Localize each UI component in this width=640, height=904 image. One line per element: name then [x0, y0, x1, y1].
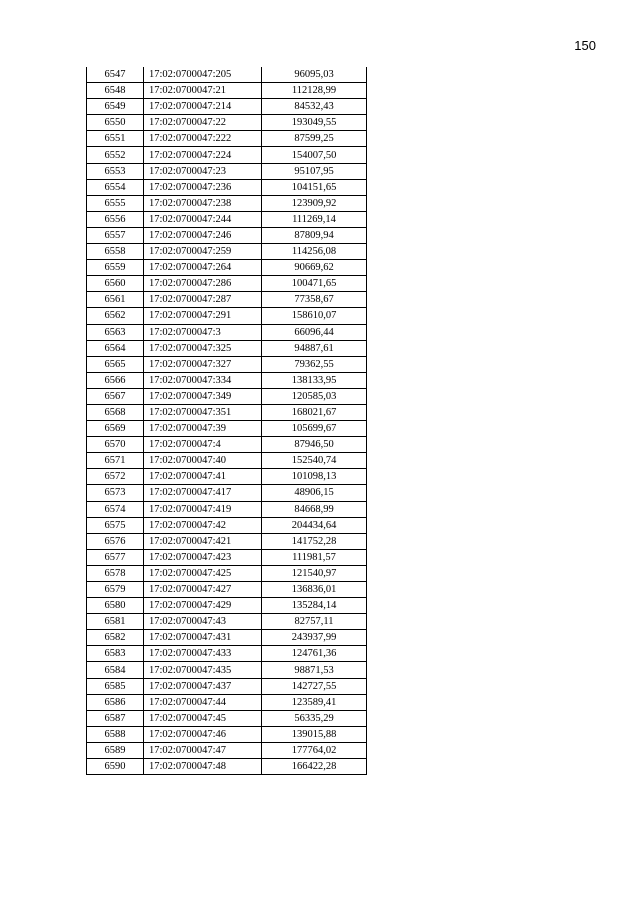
row-number-cell: 6554 [87, 179, 144, 195]
cadastral-number-cell: 17:02:0700047:23 [144, 163, 262, 179]
value-cell: 166422,28 [262, 759, 367, 775]
value-cell: 87809,94 [262, 227, 367, 243]
table-row [87, 678, 367, 694]
table-row [87, 179, 367, 195]
table-body [87, 67, 367, 775]
row-number-cell: 6552 [87, 147, 144, 163]
cadastral-number-cell: 17:02:0700047:327 [144, 356, 262, 372]
row-number-cell: 6571 [87, 453, 144, 469]
cadastral-number-cell: 17:02:0700047:22 [144, 115, 262, 131]
value-cell: 138133,95 [262, 372, 367, 388]
row-number-cell: 6583 [87, 646, 144, 662]
cadastral-number-cell: 17:02:0700047:246 [144, 227, 262, 243]
table-row [87, 501, 367, 517]
table-row [87, 292, 367, 308]
value-cell: 123589,41 [262, 694, 367, 710]
value-cell: 87599,25 [262, 131, 367, 147]
row-number-cell: 6568 [87, 404, 144, 420]
cadastral-number-cell: 17:02:0700047:437 [144, 678, 262, 694]
cadastral-number-cell: 17:02:0700047:244 [144, 211, 262, 227]
cadastral-number-cell: 17:02:0700047:3 [144, 324, 262, 340]
value-cell: 177764,02 [262, 742, 367, 758]
value-cell: 124761,36 [262, 646, 367, 662]
value-cell: 152540,74 [262, 453, 367, 469]
table-row [87, 211, 367, 227]
cadastral-number-cell: 17:02:0700047:46 [144, 726, 262, 742]
page-number: 150 [574, 38, 596, 53]
cadastral-number-cell: 17:02:0700047:291 [144, 308, 262, 324]
cadastral-number-cell: 17:02:0700047:433 [144, 646, 262, 662]
cadastral-number-cell: 17:02:0700047:435 [144, 662, 262, 678]
table-row [87, 614, 367, 630]
cadastral-number-cell: 17:02:0700047:259 [144, 244, 262, 260]
table-row [87, 83, 367, 99]
table-row [87, 469, 367, 485]
table-row [87, 115, 367, 131]
cadastral-number-cell: 17:02:0700047:214 [144, 99, 262, 115]
row-number-cell: 6586 [87, 694, 144, 710]
row-number-cell: 6555 [87, 195, 144, 211]
cadastral-number-cell: 17:02:0700047:41 [144, 469, 262, 485]
cadastral-number-cell: 17:02:0700047:43 [144, 614, 262, 630]
table-row [87, 163, 367, 179]
row-number-cell: 6560 [87, 276, 144, 292]
cadastral-number-cell: 17:02:0700047:222 [144, 131, 262, 147]
table-row [87, 227, 367, 243]
cadastral-number-cell: 17:02:0700047:40 [144, 453, 262, 469]
row-number-cell: 6550 [87, 115, 144, 131]
row-number-cell: 6577 [87, 549, 144, 565]
value-cell: 139015,88 [262, 726, 367, 742]
value-cell: 142727,55 [262, 678, 367, 694]
cadastral-number-cell: 17:02:0700047:429 [144, 598, 262, 614]
table-row [87, 67, 367, 83]
row-number-cell: 6580 [87, 598, 144, 614]
row-number-cell: 6557 [87, 227, 144, 243]
table-row [87, 726, 367, 742]
row-number-cell: 6582 [87, 630, 144, 646]
row-number-cell: 6562 [87, 308, 144, 324]
cadastral-number-cell: 17:02:0700047:21 [144, 83, 262, 99]
value-cell: 56335,29 [262, 710, 367, 726]
value-cell: 87946,50 [262, 437, 367, 453]
table-row [87, 260, 367, 276]
table-row [87, 710, 367, 726]
table-row [87, 372, 367, 388]
table-row [87, 421, 367, 437]
value-cell: 154007,50 [262, 147, 367, 163]
row-number-cell: 6588 [87, 726, 144, 742]
row-number-cell: 6556 [87, 211, 144, 227]
table-row [87, 356, 367, 372]
value-cell: 158610,07 [262, 308, 367, 324]
row-number-cell: 6573 [87, 485, 144, 501]
cadastral-number-cell: 17:02:0700047:44 [144, 694, 262, 710]
value-cell: 135284,14 [262, 598, 367, 614]
value-cell: 84668,99 [262, 501, 367, 517]
table-row [87, 99, 367, 115]
cadastral-number-cell: 17:02:0700047:224 [144, 147, 262, 163]
cadastral-number-cell: 17:02:0700047:39 [144, 421, 262, 437]
row-number-cell: 6567 [87, 388, 144, 404]
row-number-cell: 6589 [87, 742, 144, 758]
row-number-cell: 6563 [87, 324, 144, 340]
value-cell: 120585,03 [262, 388, 367, 404]
cadastral-number-cell: 17:02:0700047:334 [144, 372, 262, 388]
row-number-cell: 6574 [87, 501, 144, 517]
value-cell: 168021,67 [262, 404, 367, 420]
table-row [87, 195, 367, 211]
data-table [86, 67, 367, 775]
value-cell: 111981,57 [262, 549, 367, 565]
cadastral-number-cell: 17:02:0700047:287 [144, 292, 262, 308]
table-row [87, 598, 367, 614]
row-number-cell: 6549 [87, 99, 144, 115]
value-cell: 101098,13 [262, 469, 367, 485]
value-cell: 123909,92 [262, 195, 367, 211]
row-number-cell: 6566 [87, 372, 144, 388]
value-cell: 121540,97 [262, 565, 367, 581]
table-row [87, 340, 367, 356]
row-number-cell: 6551 [87, 131, 144, 147]
table-row [87, 565, 367, 581]
table-row [87, 517, 367, 533]
cadastral-number-cell: 17:02:0700047:419 [144, 501, 262, 517]
value-cell: 96095,03 [262, 67, 367, 83]
row-number-cell: 6561 [87, 292, 144, 308]
value-cell: 66096,44 [262, 324, 367, 340]
row-number-cell: 6584 [87, 662, 144, 678]
table-row [87, 485, 367, 501]
value-cell: 193049,55 [262, 115, 367, 131]
row-number-cell: 6548 [87, 83, 144, 99]
row-number-cell: 6581 [87, 614, 144, 630]
value-cell: 105699,67 [262, 421, 367, 437]
table-row [87, 147, 367, 163]
cadastral-number-cell: 17:02:0700047:425 [144, 565, 262, 581]
table-row [87, 694, 367, 710]
cadastral-number-cell: 17:02:0700047:423 [144, 549, 262, 565]
row-number-cell: 6590 [87, 759, 144, 775]
table-row [87, 437, 367, 453]
cadastral-number-cell: 17:02:0700047:421 [144, 533, 262, 549]
value-cell: 84532,43 [262, 99, 367, 115]
table-row [87, 404, 367, 420]
value-cell: 141752,28 [262, 533, 367, 549]
row-number-cell: 6585 [87, 678, 144, 694]
table-row [87, 388, 367, 404]
row-number-cell: 6576 [87, 533, 144, 549]
value-cell: 243937,99 [262, 630, 367, 646]
cadastral-number-cell: 17:02:0700047:286 [144, 276, 262, 292]
row-number-cell: 6564 [87, 340, 144, 356]
value-cell: 100471,65 [262, 276, 367, 292]
cadastral-number-cell: 17:02:0700047:351 [144, 404, 262, 420]
row-number-cell: 6578 [87, 565, 144, 581]
cadastral-number-cell: 17:02:0700047:427 [144, 582, 262, 598]
row-number-cell: 6558 [87, 244, 144, 260]
row-number-cell: 6547 [87, 67, 144, 83]
cadastral-number-cell: 17:02:0700047:236 [144, 179, 262, 195]
cadastral-number-cell: 17:02:0700047:349 [144, 388, 262, 404]
table-row [87, 646, 367, 662]
row-number-cell: 6570 [87, 437, 144, 453]
cadastral-number-cell: 17:02:0700047:42 [144, 517, 262, 533]
table-row [87, 742, 367, 758]
row-number-cell: 6575 [87, 517, 144, 533]
table-row [87, 759, 367, 775]
cadastral-number-cell: 17:02:0700047:417 [144, 485, 262, 501]
table-row [87, 244, 367, 260]
table-row [87, 324, 367, 340]
cadastral-number-cell: 17:02:0700047:325 [144, 340, 262, 356]
cadastral-number-cell: 17:02:0700047:45 [144, 710, 262, 726]
table-row [87, 276, 367, 292]
value-cell: 77358,67 [262, 292, 367, 308]
value-cell: 114256,08 [262, 244, 367, 260]
row-number-cell: 6569 [87, 421, 144, 437]
row-number-cell: 6587 [87, 710, 144, 726]
table-row [87, 630, 367, 646]
value-cell: 104151,65 [262, 179, 367, 195]
table-row [87, 662, 367, 678]
cadastral-number-cell: 17:02:0700047:48 [144, 759, 262, 775]
cadastral-number-cell: 17:02:0700047:238 [144, 195, 262, 211]
value-cell: 82757,11 [262, 614, 367, 630]
value-cell: 136836,01 [262, 582, 367, 598]
row-number-cell: 6579 [87, 582, 144, 598]
cadastral-number-cell: 17:02:0700047:431 [144, 630, 262, 646]
value-cell: 94887,61 [262, 340, 367, 356]
cadastral-number-cell: 17:02:0700047:205 [144, 67, 262, 83]
table-row [87, 549, 367, 565]
cadastral-number-cell: 17:02:0700047:47 [144, 742, 262, 758]
value-cell: 111269,14 [262, 211, 367, 227]
value-cell: 95107,95 [262, 163, 367, 179]
row-number-cell: 6572 [87, 469, 144, 485]
value-cell: 98871,53 [262, 662, 367, 678]
table-row [87, 131, 367, 147]
table-row [87, 308, 367, 324]
cadastral-number-cell: 17:02:0700047:4 [144, 437, 262, 453]
value-cell: 90669,62 [262, 260, 367, 276]
table-row [87, 533, 367, 549]
value-cell: 204434,64 [262, 517, 367, 533]
cadastral-number-cell: 17:02:0700047:264 [144, 260, 262, 276]
value-cell: 48906,15 [262, 485, 367, 501]
value-cell: 112128,99 [262, 83, 367, 99]
value-cell: 79362,55 [262, 356, 367, 372]
table-row [87, 582, 367, 598]
row-number-cell: 6559 [87, 260, 144, 276]
table-row [87, 453, 367, 469]
row-number-cell: 6565 [87, 356, 144, 372]
row-number-cell: 6553 [87, 163, 144, 179]
